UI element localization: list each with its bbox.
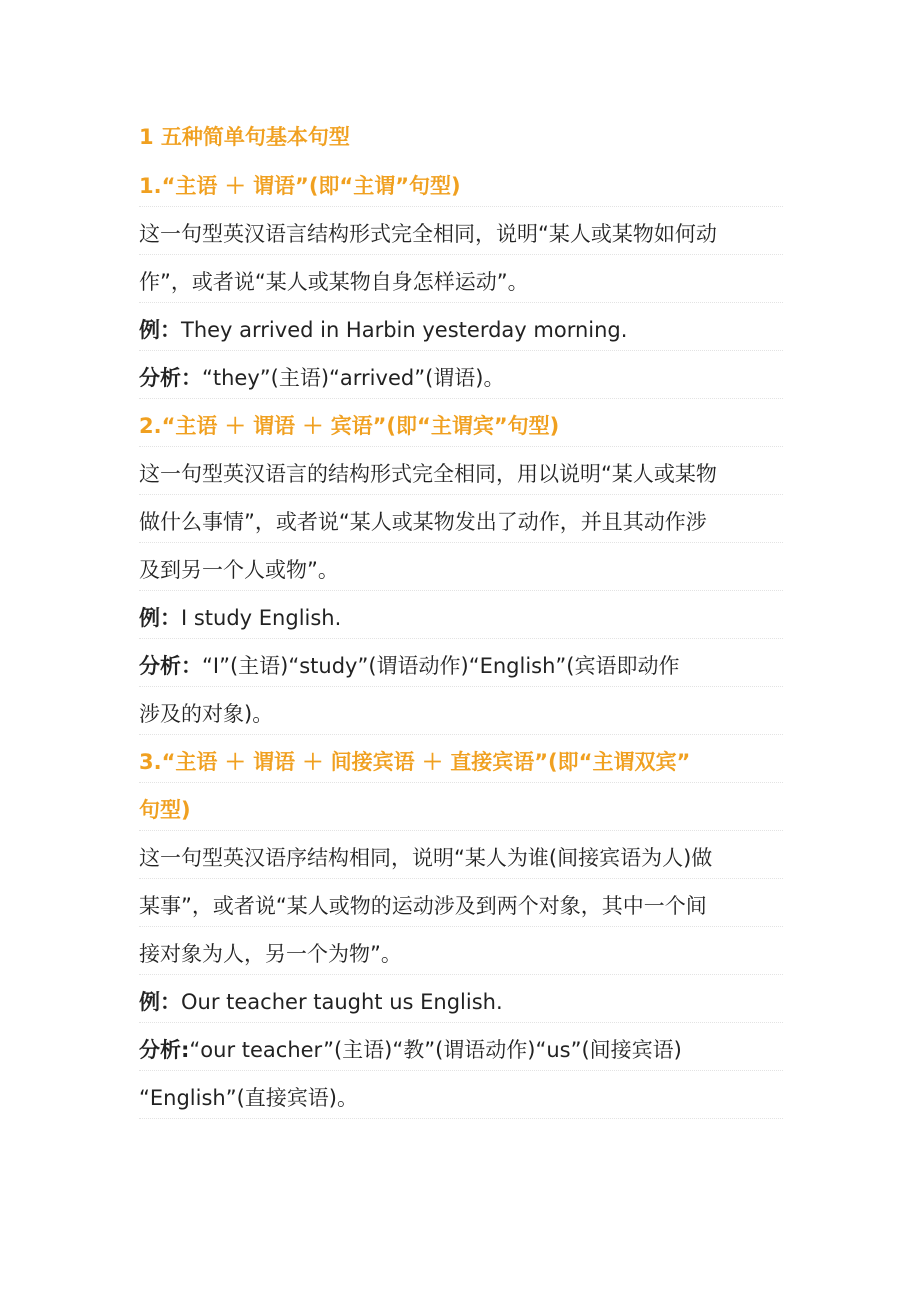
section-1-desc-line-2: 作”，或者说“某人或某物自身怎样运动”。 [139, 262, 783, 303]
section-3-analysis [139, 1030, 783, 1071]
example-sentence: I study English. [181, 606, 342, 630]
section-3-desc-line-1: 这一句型英汉语序结构相同，说明“某人为谁(间接宾语为人)做 [139, 838, 783, 879]
section-3-heading-line-1: 3.“主语 ＋ 谓语 ＋ 间接宾语 ＋ 直接宾语”(即“主谓双宾” [139, 742, 783, 783]
example-label: 例： [139, 990, 181, 1014]
section-2-desc-line-1: 这一句型英汉语言的结构形式完全相同，用以说明“某人或某物 [139, 454, 783, 495]
section-1-heading: 1.“主语 ＋ 谓语”(即“主谓”句型) [139, 166, 783, 207]
section-1-analysis [139, 358, 783, 399]
section-2-desc-line-2: 做什么事情”，或者说“某人或某物发出了动作，并且其动作涉 [139, 502, 783, 543]
example-sentence: They arrived in Harbin yesterday morning. [181, 318, 628, 342]
section-2-analysis-line-2: 涉及的对象)。 [139, 694, 783, 735]
analysis-text: “they”(主语)“arrived”(谓语)。 [202, 366, 505, 390]
section-3-heading-line-2: 句型) [139, 790, 783, 831]
analysis-label: 分析: [139, 1038, 190, 1062]
analysis-text: “our teacher”(主语)“教”(谓语动作)“us”(间接宾语) [189, 1038, 682, 1062]
section-1-desc-line-1: 这一句型英汉语言结构形式完全相同，说明“某人或某物如何动 [139, 214, 783, 255]
section-3-example [139, 982, 783, 1023]
section-3-desc-line-3: 接对象为人，另一个为物”。 [139, 934, 783, 975]
section-2-heading: 2.“主语 ＋ 谓语 ＋ 宾语”(即“主谓宾”句型) [139, 406, 783, 447]
section-3-desc-line-2: 某事”，或者说“某人或物的运动涉及到两个对象，其中一个间 [139, 886, 783, 927]
analysis-label: 分析： [139, 654, 202, 678]
section-1-example [139, 310, 783, 351]
example-label: 例： [139, 318, 181, 342]
example-label: 例： [139, 606, 181, 630]
section-2-analysis [139, 646, 783, 687]
example-sentence: Our teacher taught us English. [181, 990, 503, 1014]
document-title: 1 五种简单句基本句型 [139, 125, 350, 149]
analysis-label: 分析： [139, 366, 202, 390]
section-2-desc-line-3: 及到另一个人或物”。 [139, 550, 783, 591]
analysis-text: “I”(主语)“study”(谓语动作)“English”(宾语即动作 [202, 654, 680, 678]
section-2-example [139, 598, 783, 639]
section-3-analysis-line-2: “English”(直接宾语)。 [139, 1078, 783, 1119]
